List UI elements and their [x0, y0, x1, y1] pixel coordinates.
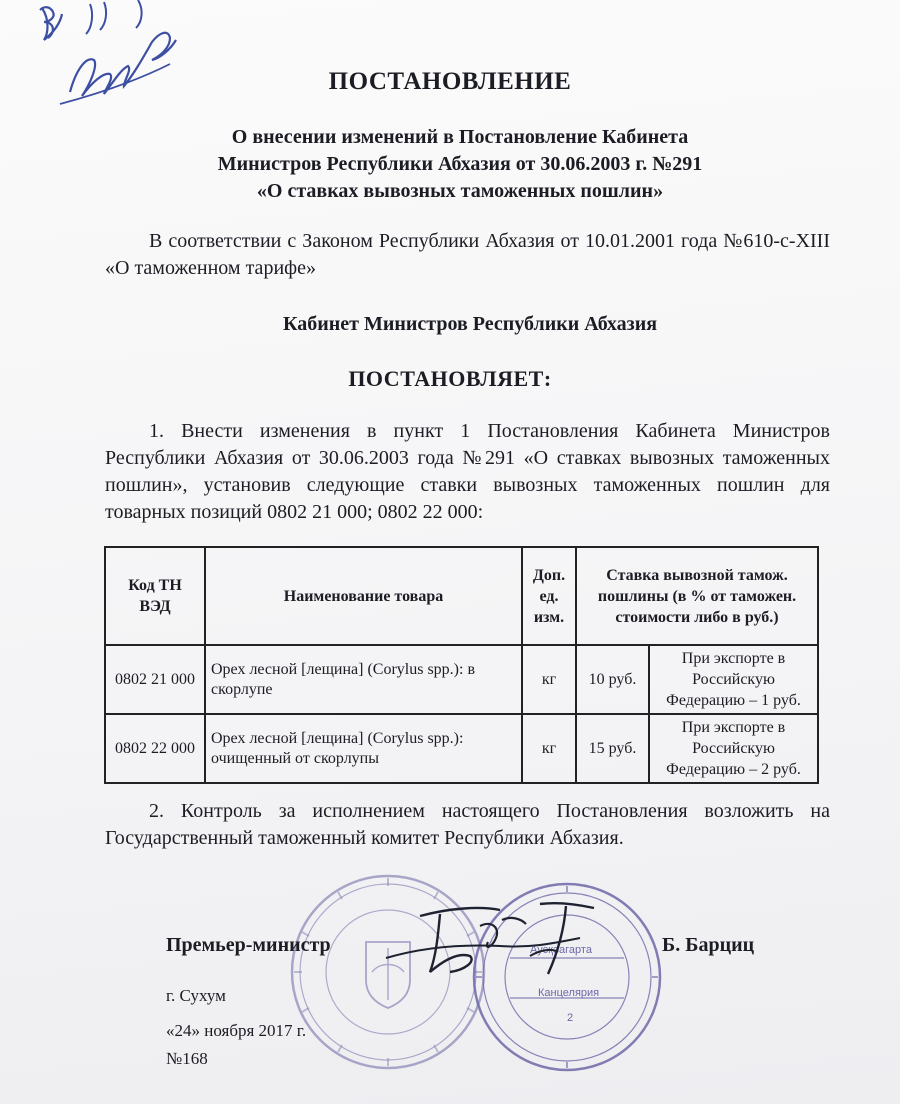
table-row — [105, 645, 818, 714]
row-code: 0802 21 000 — [105, 645, 205, 714]
document-subtitle — [100, 124, 820, 205]
handwritten-annotation — [20, 0, 190, 120]
row-name: Орех лесной [лещина] (Corylus spp.): очищенный от скорлупы — [205, 714, 522, 783]
issue-date: «24» ноября 2017 г. — [166, 1021, 307, 1040]
preamble-text: В соответствии с Законом Республики Абхазия от 10.01.2001 года №610-с-XIII «О таможенном тарифе» — [105, 230, 830, 279]
preamble-paragraph — [105, 228, 830, 282]
issue-place: г. Сухум — [166, 986, 226, 1005]
header-code: Код ТН ВЭД — [105, 547, 205, 645]
table-header-row — [105, 547, 818, 645]
stamp-line-2: Канцелярия — [538, 987, 600, 999]
header-unit: Доп. ед. изм. — [522, 547, 576, 645]
signatory-role: Премьер-министр — [166, 934, 331, 956]
stamp-line-1: Аусқәагарта — [530, 944, 592, 956]
tariff-table-wrapper — [104, 546, 819, 784]
row-unit: кг — [522, 645, 576, 714]
subtitle-line-1: О внесении изменений в Постановление Кабинета — [231, 126, 689, 148]
row-unit: кг — [522, 714, 576, 783]
row-rate: 15 руб. — [576, 714, 649, 783]
row-note: При экспорте в Российскую Федерацию – 2 руб. — [649, 714, 818, 783]
item-2-text: 2. Контроль за исполнением настоящего Постановления возложить на Государственный таможенный комитет Республики Абхазия. — [105, 800, 830, 849]
row-rate: 10 руб. — [576, 645, 649, 714]
tariff-table — [104, 546, 819, 784]
table-row — [105, 714, 818, 783]
item-2-paragraph — [105, 798, 830, 852]
stamp-number: 2 — [567, 1012, 574, 1024]
decides-heading: ПОСТАНОВЛЯЕТ: — [348, 366, 552, 391]
document-number: №168 — [166, 1049, 208, 1068]
row-note: При экспорте в Российскую Федерацию – 1 руб. — [649, 645, 818, 714]
row-name: Орех лесной [лещина] (Corylus spp.): в скорлупе — [205, 645, 522, 714]
item-1-text: 1. Внести изменения в пункт 1 Постановления Кабинета Министров Республики Абхазия от 30.06.2003 года №291 «О ставках вывозных таможенных пошлин», установив следующие ставки вывозных таможенных пошлин для товарных позиций 0802 21 000; 0802 22 000: — [105, 420, 830, 523]
issuer-name: Кабинет Министров Республики Абхазия — [282, 313, 658, 335]
item-1-paragraph — [105, 418, 830, 526]
handwritten-signature — [380, 886, 610, 996]
signatory-name: Б. Барциц — [662, 934, 755, 956]
row-code: 0802 22 000 — [105, 714, 205, 783]
document-title: ПОСТАНОВЛЕНИЕ — [328, 68, 572, 95]
header-name: Наименование товара — [205, 547, 522, 645]
subtitle-line-2: Министров Республики Абхазия от 30.06.2003 г. №291 — [217, 153, 703, 175]
header-rate: Ставка вывозной тамож. пошлины (в % от таможен. стоимости либо в руб.) — [576, 547, 818, 645]
subtitle-line-3: «О ставках вывозных таможенных пошлин» — [256, 180, 664, 202]
